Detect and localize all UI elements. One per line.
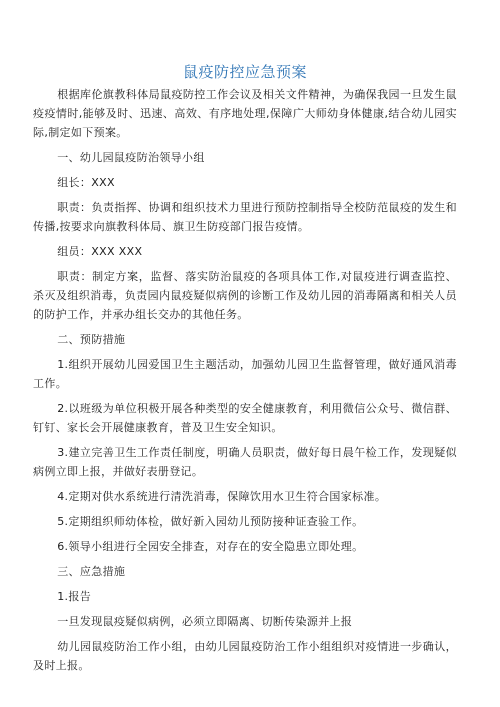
document-title: 鼠疫防控应急预案 xyxy=(182,63,307,81)
group-leader-line: 组长：XXX xyxy=(57,176,115,189)
leader-duties-paragraph: 职责：负责指挥、协调和组织技术力里进行预防控制指导全校防范鼠疫的发生和传播,按要求向旗教科体局、旗卫生防疫部门报告疫情。 xyxy=(33,201,457,233)
prevention-item-2: 2.以班级为单位积极开展各种类型的安全健康教育，利用微信公众号、微信群、钉钉、家长会开展健康教育，普及卫生安全知识。 xyxy=(33,402,457,434)
prevention-item-6: 6.领导小组进行全园安全排查，对存在的安全隐患立即处理。 xyxy=(57,540,364,553)
intro-paragraph: 根据库伦旗教科体局鼠疫防控工作会议及相关文件精神，为确保我园一旦发生鼠疫疫情时,能够及时、迅速、高效、有序地处理,保障广大师幼身体健康,结合幼儿园实际,制定如下预案。 xyxy=(33,88,457,139)
emergency-item-1-heading: 1.报告 xyxy=(57,590,92,603)
member-duties-paragraph: 职责：制定方案，监督、落实防治鼠疫的各项具体工作,对鼠疫进行调查监控、杀灭及组织消毒，负责园内鼠疫疑似病例的诊断工作及幼儿园的消毒隔离和相关人员的防护工作，并承办组长交办的其他任务。 xyxy=(33,270,457,321)
section-heading-prevention: 二、预防措施 xyxy=(57,333,126,346)
emergency-report-line: 一旦发现鼠疫疑似病例，必须立即隔离、切断传染源并上报 xyxy=(57,615,353,628)
group-members-line: 组员：XXX XXX xyxy=(57,245,143,258)
prevention-item-3: 3.建立完善卫生工作责任制度，明确人员职责，做好每日晨午检工作，发现疑似病例立即上报，并做好表册登记。 xyxy=(33,446,457,478)
prevention-item-4: 4.定期对供水系统进行清洗消毒，保障饮用水卫生符合国家标准。 xyxy=(57,490,387,503)
prevention-item-5: 5.定期组织师幼体检，做好新入园幼儿预防接种证查验工作。 xyxy=(57,515,364,528)
prevention-item-1: 1.组织开展幼儿园爱国卫生主题活动，加强幼儿园卫生监督管理，做好通风消毒工作。 xyxy=(33,358,457,390)
section-heading-leadership: 一、幼儿园鼠疫防治领导小组 xyxy=(57,151,205,164)
section-heading-emergency: 三、应急措施 xyxy=(57,565,126,578)
emergency-confirm-paragraph: 幼儿园鼠疫防治工作小组，由幼儿园鼠疫防治工作小组组织对疫情进一步确认，及时上报。 xyxy=(33,640,457,672)
